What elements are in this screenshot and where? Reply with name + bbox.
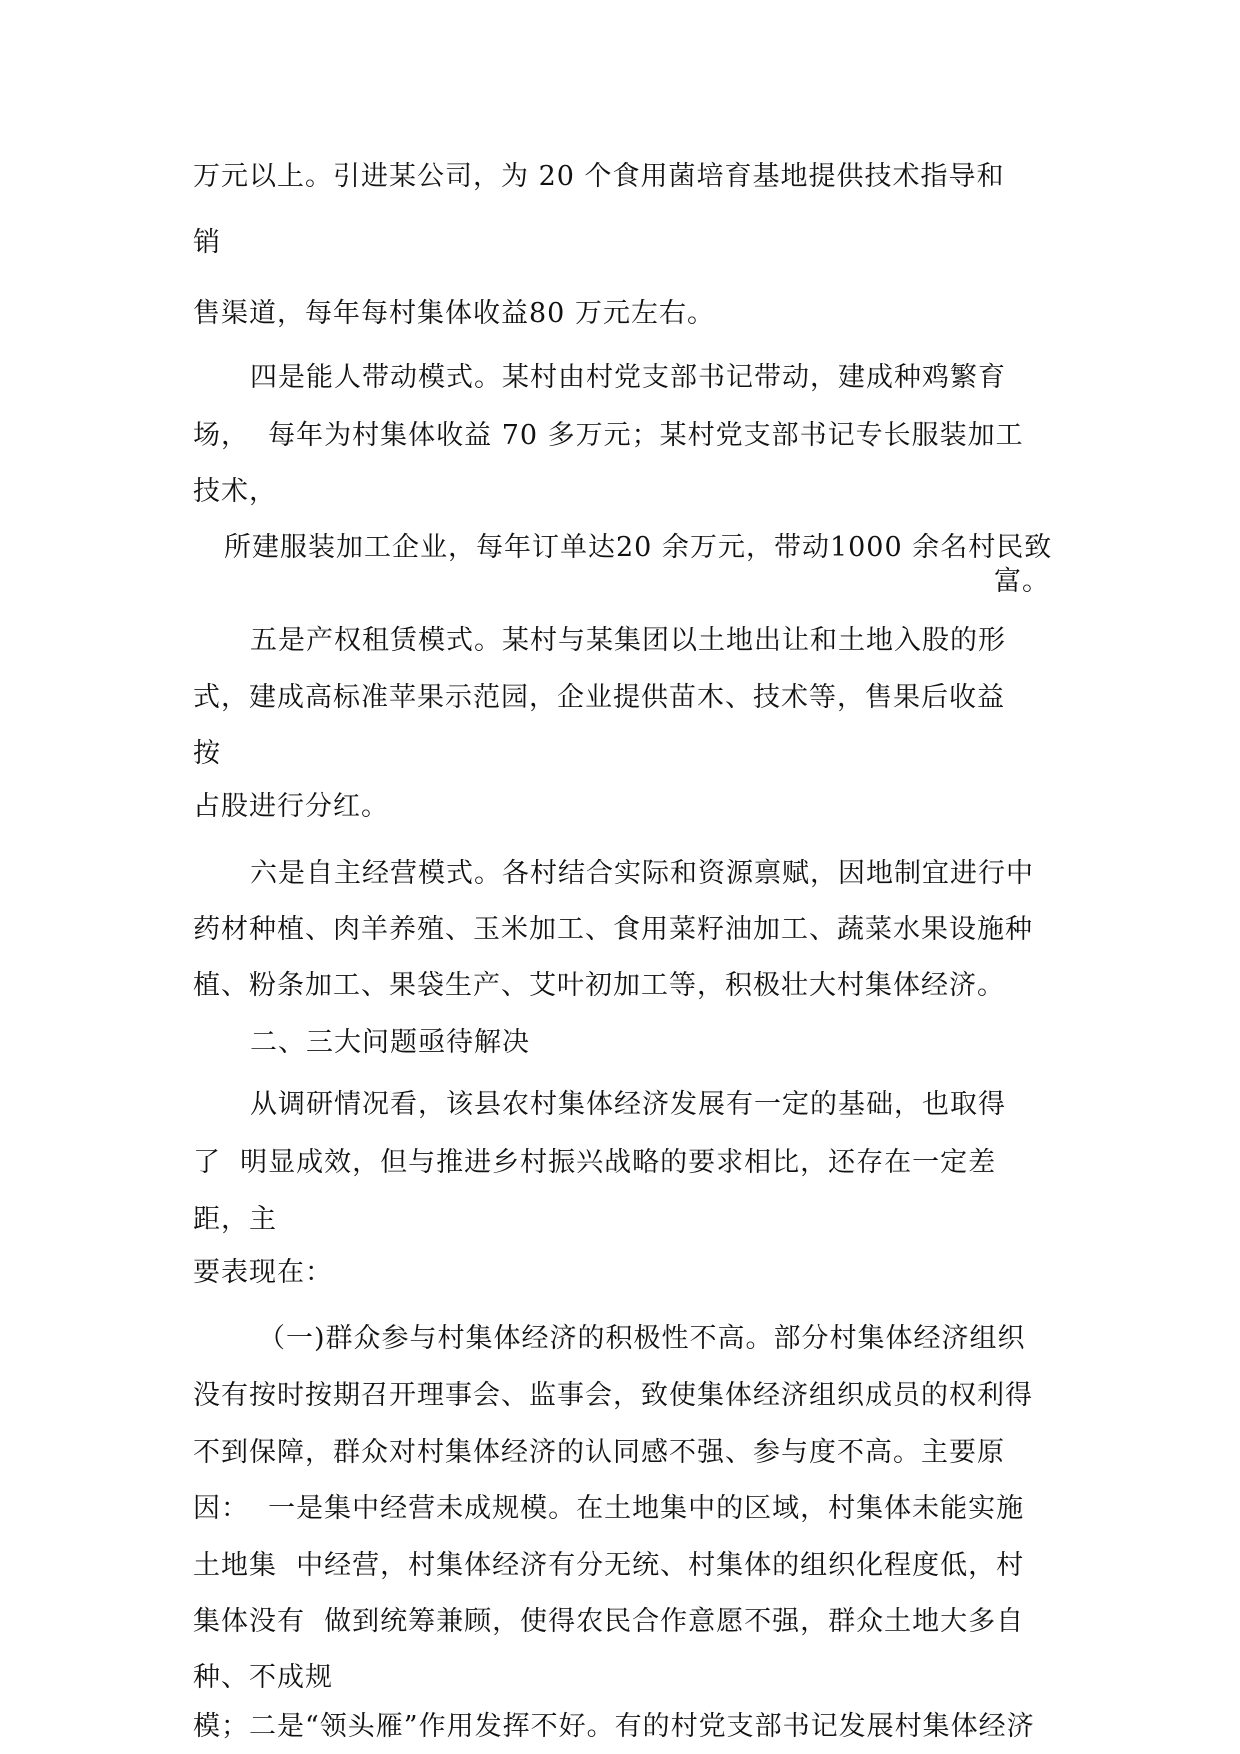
paragraph-start-line: （一)群众参与村集体经济的积极性不高。部分村集体经济组织 — [258, 1323, 1026, 1354]
text-line: 所建服装加工企业，每年订单达20 余万元，带动1000 余名村民致 — [224, 532, 1053, 563]
section-heading: 二、三大问题亟待解决 — [250, 1027, 530, 1058]
text-line: 距，主 — [193, 1204, 277, 1235]
text-line: 集体没有 做到统筹兼顾，使得农民合作意愿不强，群众土地大多自 — [193, 1606, 1025, 1637]
text-line: 按 — [193, 738, 221, 769]
text-line: 要表现在： — [193, 1257, 333, 1288]
paragraph-start-line: 从调研情况看，该县农村集体经济发展有一定的基础，也取得 — [250, 1089, 1006, 1120]
text-line: 没有按时按期召开理事会、监事会，致使集体经济组织成员的权利得 — [193, 1380, 1033, 1411]
text-line: 药材种植、肉羊养殖、玉米加工、食用菜籽油加工、蔬菜水果设施种 — [193, 914, 1033, 945]
text-line: 占股进行分红。 — [193, 791, 389, 822]
text-line: 售渠道，每年每村集体收益80 万元左右。 — [193, 298, 715, 329]
text-line: 土地集 中经营，村集体经济有分无统、村集体的组织化程度低，村 — [193, 1550, 1025, 1581]
text-line: 式，建成高标准苹果示范园，企业提供苗木、技术等，售果后收益 — [193, 682, 1005, 713]
text-line: 万元以上。引进某公司，为 20 个食用菌培育基地提供技术指导和 — [193, 161, 1005, 192]
text-line: 种、不成规 — [193, 1662, 333, 1693]
text-line: 了 明显成效，但与推进乡村振兴战略的要求相比，还存在一定差 — [193, 1147, 997, 1178]
text-line: 模；二是“领头雁”作用发挥不好。有的村党支部书记发展村集体经济 — [193, 1711, 1035, 1742]
paragraph-start-line: 六是自主经营模式。各村结合实际和资源禀赋，因地制宜进行中 — [250, 858, 1034, 889]
paragraph-start-line: 四是能人带动模式。某村由村党支部书记带动，建成种鸡繁育 — [250, 362, 1006, 393]
text-line: 技术， — [193, 476, 277, 507]
paragraph-start-line: 五是产权租赁模式。某村与某集团以土地出让和土地入股的形 — [250, 625, 1006, 656]
text-line: 富。 — [994, 566, 1050, 597]
text-line: 因： 一是集中经营未成规模。在土地集中的区域，村集体未能实施 — [193, 1493, 1025, 1524]
text-line: 销 — [193, 227, 221, 258]
text-line: 不到保障，群众对村集体经济的认同感不强、参与度不高。主要原 — [193, 1437, 1005, 1468]
text-line: 场， 每年为村集体收益 70 多万元；某村党支部书记专长服装加工 — [193, 420, 1024, 451]
text-line: 植、粉条加工、果袋生产、艾叶初加工等，积极壮大村集体经济。 — [193, 970, 1005, 1001]
